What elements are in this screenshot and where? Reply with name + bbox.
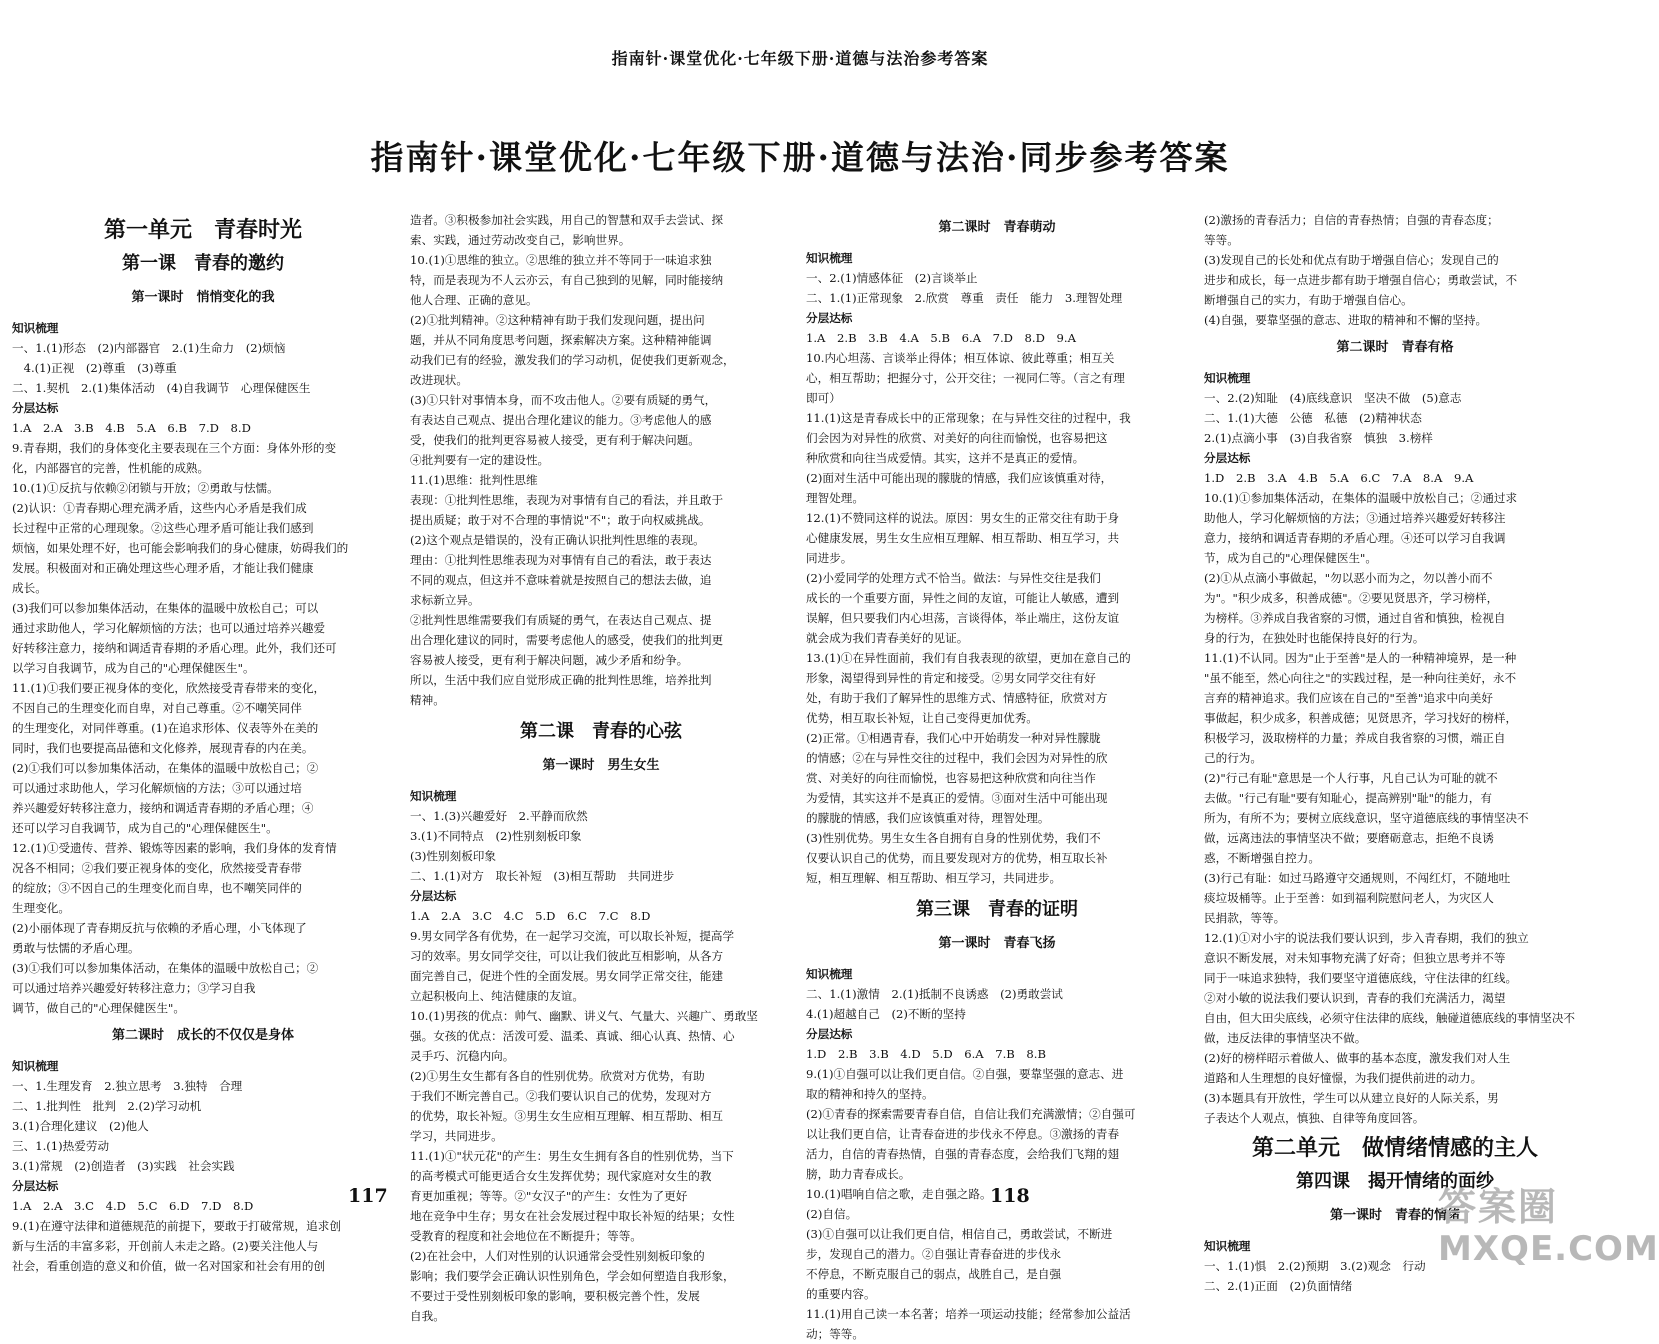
sec-heading: 知识梳理 xyxy=(806,967,853,981)
answer-line: 1.A 2.B 3.B 4.A 5.B 6.A 7.D 8.D 9.A xyxy=(806,331,1076,345)
answer-column-3 xyxy=(806,210,1188,1341)
answer-line: 长过程中正常的心理现象。②这些心理矛盾可能让我们感到 xyxy=(12,521,314,535)
answer-line: 11.(1)思维：批判性思维 xyxy=(410,473,538,487)
page-title: 指南针·课堂优化·七年级下册·道德与法治·同步参考答案 xyxy=(370,138,1230,177)
answer-line: (2)自信。 xyxy=(806,1207,858,1221)
answer-line: 生理变化。 xyxy=(12,901,70,915)
answer-line: 索、实践，通过劳动改变自己，影响世界。 xyxy=(410,233,631,247)
answer-line: 理由：①批判性思维表现为对事情有自己的看法，敢于表达 xyxy=(410,553,712,567)
period-heading: 第一课时 悄悄变化的我 xyxy=(131,290,275,305)
answer-line: 赏、对美好的向往而愉悦，也容易把这种欣赏和向往当作 xyxy=(806,771,1096,785)
answer-line: 同时，我们也要提高品德和文化修养，展现青春的内在美。 xyxy=(12,741,314,755)
answer-line: 10.(1)①参加集体活动，在集体的温暖中放松自己；②通过求 xyxy=(1204,491,1518,505)
answer-line: 断增强自己的实力，有助于增强自信心。 xyxy=(1204,293,1413,307)
answer-line: 动；等等。 xyxy=(806,1327,864,1341)
answer-line: 意识不断发展，对未知事物充满了好奇；但独立思考并不等 xyxy=(1204,951,1506,965)
answer-line: 有表达自己观点、提出合理化建议的能力。③考虑他人的感 xyxy=(410,413,712,427)
answer-line: 的生理变化，对同伴尊重。(1)在追求形体、仪表等外在美的 xyxy=(12,721,319,735)
answer-line: 还可以学习自我调节，成为自己的"心理保健医生"。 xyxy=(12,821,278,835)
answer-line: 去做。"行己有耻"要有知耻心，提高辨别"耻"的能力，有 xyxy=(1204,791,1492,805)
answer-line: 即可） xyxy=(806,391,841,405)
answer-line: 一、1.(3)兴趣爱好 2.平静而欣然 xyxy=(410,809,588,823)
answer-line: 11.(1)①"状元花"的产生：男生女生拥有各自的性别优势，当下 xyxy=(410,1149,734,1163)
answer-line: 处，有助于我们了解异性的思维方式、情感特征，欣赏对方 xyxy=(806,691,1108,705)
answer-line: 不要过于受性别刻板印象的影响，要积极完善个性，发展 xyxy=(410,1289,700,1303)
answer-line: 特，而是表现为不人云亦云，有自己独到的见解，同时能接纳 xyxy=(410,273,724,287)
answer-line: (4)自强，要靠坚强的意志、进取的精神和不懈的坚持。 xyxy=(1204,313,1488,327)
answer-line: 仅要认识自己的优势，而且要发现对方的优势，相互取长补 xyxy=(806,851,1108,865)
sec-heading: 知识梳理 xyxy=(1204,371,1251,385)
answer-line: 膀，助力青春成长。 xyxy=(806,1167,911,1181)
answer-line: (3)性别优势。男生女生各自拥有自身的性别优势，我们不 xyxy=(806,831,1101,845)
answer-line: 表现：①批判性思维，表现为对事情有自己的看法，并且敢于 xyxy=(410,493,724,507)
answer-line: (3)性别刻板印象 xyxy=(410,849,496,863)
answer-line: 道路和人生理想的良好憧憬，为我们提供前进的动力。 xyxy=(1204,1071,1483,1085)
answer-line: 成长的一个重要方面，异性之间的友谊，可能让人敏感，遭到 xyxy=(806,591,1120,605)
answer-line: 况各不相同；②我们要正视身体的变化，欣然接受青春带 xyxy=(12,861,302,875)
answer-line: (2)①从点滴小事做起，"勿以恶小而为之，勿以善小而不 xyxy=(1204,571,1493,585)
sec-heading: 知识梳理 xyxy=(12,321,59,335)
answer-line: 学习，共同进步。 xyxy=(410,1129,503,1143)
answer-line: (2)正常。①相遇青春，我们心中开始萌发一种对异性朦胧 xyxy=(806,731,1101,745)
answer-line: 的绽放；③不因自己的生理变化而自卑，也不嘲笑同伴的 xyxy=(12,881,302,895)
answer-line: 所为，有所不为；要树立底线意识，坚守道德底线的事情坚决不 xyxy=(1204,811,1529,825)
answer-line: 改进现状。 xyxy=(410,373,468,387)
answer-line: 事做起，积少成多，积善成德；见贤思齐，学习找好的榜样， xyxy=(1204,711,1518,725)
sec-heading: 分层达标 xyxy=(1204,451,1251,465)
answer-line: 子表达个人观点，慎独、自律等角度回答。 xyxy=(1204,1111,1425,1125)
sec-heading: 知识梳理 xyxy=(806,251,853,265)
answer-line: 9.青春期，我们的身体变化主要表现在三个方面：身体外形的变 xyxy=(12,441,337,455)
answer-line: 步，发现自己的潜力。②自强让青春奋进的步伐永 xyxy=(806,1247,1062,1261)
answer-line: 的情感；②在与异性交往的过程中，我们会因为对异性的欣 xyxy=(806,751,1108,765)
answer-line: 精神。 xyxy=(410,693,445,707)
answer-line: 9.男女同学各有优势，在一起学习交流，可以取长补短，提高学 xyxy=(410,929,735,943)
answer-line: 可以通过培养兴趣爱好转移注意力；③学习自我 xyxy=(12,981,256,995)
sec-heading: 分层达标 xyxy=(806,1027,853,1041)
answer-line: 化，内部器官的完善，性机能的成熟。 xyxy=(12,461,210,475)
answer-line: 造者。③积极参加社会实践，用自己的智慧和双手去尝试、探 xyxy=(410,213,724,227)
answer-line: 养兴趣爱好转移注意力，接纳和调适青春期的矛盾心理；④ xyxy=(12,801,314,815)
answer-line: 自我。 xyxy=(410,1309,445,1323)
period-heading: 第二课时 成长的不仅仅是身体 xyxy=(111,1028,294,1043)
answer-line: 心，相互帮助；把握分寸，公开交往；一视同仁等。（言之有理 xyxy=(806,371,1125,385)
answer-line: 通过求助他人，学习化解烦恼的方法；也可以通过培养兴趣爱 xyxy=(12,621,326,635)
answer-line: 误解，但只要我们内心坦荡，言谈得体，举止端庄，这份友谊 xyxy=(806,611,1120,625)
answer-line: 形象，渴望得到异性的肯定和接受。②男女同学交往有好 xyxy=(806,671,1096,685)
answer-line: 灵手巧、沉稳内向。 xyxy=(410,1049,515,1063)
answer-line: 12.(1)①对小宇的说法我们要认识到，步入青春期，我们的独立 xyxy=(1204,931,1529,945)
answer-line: 10.内心坦荡、言谈举止得体；相互体谅、彼此尊重；相互关 xyxy=(806,351,1115,365)
answer-column-1 xyxy=(12,210,394,1273)
answer-line: 自由，但大田尖底线，必须守住法律的底线，触碰道德底线的事情坚决不 xyxy=(1204,1011,1576,1025)
answer-line: 二、1.(1)正常现象 2.欣赏 尊重 责任 能力 3.理智处理 xyxy=(806,291,1123,305)
answer-line: 种欣赏和向往当成爱情。其实，这并不是真正的爱情。 xyxy=(806,451,1085,465)
answer-line: (2)小爱同学的处理方式不恰当。做法：与异性交往是我们 xyxy=(806,571,1101,585)
answer-line: 12.(1)①受遗传、营养、锻炼等因素的影响，我们身体的发育情 xyxy=(12,841,337,855)
answer-line: 助他人，学习化解烦恼的方法；③通过培养兴趣爱好转移注 xyxy=(1204,511,1506,525)
answer-line: 影响；我们要学会正确认识性别角色，学会如何塑造自我形象， xyxy=(410,1269,735,1283)
answer-line: 言弃的精神追求。我们应该在自己的"至善"追求中向美好 xyxy=(1204,691,1493,705)
answer-line: (2)认识：①青春期心理充满矛盾，这些内心矛盾是我们成 xyxy=(12,501,307,515)
answer-line: 3.(1)合理化建议 (2)他人 xyxy=(12,1119,149,1133)
answer-line: 同于一味追求独特，我们要坚守道德底线，守住法律的红线。 xyxy=(1204,971,1518,985)
watermark xyxy=(1438,1185,1659,1275)
answer-line: 活力，自信的青春热情，自强的青春态度，会给我们飞翔的翅 xyxy=(806,1147,1120,1161)
answer-line: 以学习自我调节，成为自己的"心理保健医生"。 xyxy=(12,661,255,675)
sec-heading: 分层达标 xyxy=(12,1179,59,1193)
answer-line: 立起积极向上、纯洁健康的友谊。 xyxy=(410,989,584,1003)
period-heading: 第一课时 青春飞扬 xyxy=(938,936,1056,951)
sec-heading: 分层达标 xyxy=(12,401,59,415)
answer-line: 不同的观点，但这并不意味着就是按照自己的想法去做，追 xyxy=(410,573,712,587)
answer-line: 求标新立异。 xyxy=(410,593,480,607)
answer-line: 动我们已有的经验，激发我们的学习动机，促使我们更新观念， xyxy=(410,353,735,367)
answer-line: (2)"行己有耻"意思是一个人行事，凡自己认为可耻的就不 xyxy=(1204,771,1498,785)
answer-line: 受，使我们的批判更容易被人接受，更有利于解决问题。 xyxy=(410,433,700,447)
answer-line: 的朦胧的情感，我们应该慎重对待，理智处理。 xyxy=(806,811,1050,825)
answer-line: 10.(1)男孩的优点：帅气、幽默、讲义气、气量大、兴趣广、勇敢坚 xyxy=(410,1009,758,1023)
watermark-logo: 答案圈 xyxy=(1438,1185,1559,1229)
answer-line: 等等。 xyxy=(1204,233,1239,247)
answer-line: 强。女孩的优点：活泼可爱、温柔、真诚、细心认真、热情、心 xyxy=(410,1029,735,1043)
answer-line: (2)①批判精神。②这种精神有助于我们发现问题，提出问 xyxy=(410,313,705,327)
lesson-heading: 第二课 青春的心弦 xyxy=(520,721,682,742)
unit-heading: 第二单元 做情绪情感的主人 xyxy=(1251,1135,1538,1161)
answer-line: 二、1.(1)大德 公德 私德 (2)精神状态 xyxy=(1204,411,1422,425)
answer-line: (2)①男生女生都有各自的性别优势。欣赏对方优势，有助 xyxy=(410,1069,705,1083)
answer-line: 10.(1)①反抗与依赖②闭锁与开放；②勇敢与怯懦。 xyxy=(12,481,279,495)
answer-column-2 xyxy=(410,210,792,1323)
answer-line: 二、1.(1)激情 2.(1)抵制不良诱惑 (2)勇敢尝试 xyxy=(806,987,1063,1001)
answer-line: 所以，生活中我们应自觉形成正确的批判性思维，培养批判 xyxy=(410,673,712,687)
answer-line: 二、1.批判性 批判 2.(2)学习动机 xyxy=(12,1099,202,1113)
answer-line: 为榜样。③养成自我省察的习惯，通过自省和慎独，检视自 xyxy=(1204,611,1506,625)
answer-line: 1.A 2.A 3.C 4.C 5.D 6.C 7.C 8.D xyxy=(410,909,651,923)
lesson-heading: 第四课 揭开情绪的面纱 xyxy=(1296,1171,1494,1192)
answer-line: (2)这个观点是错误的，没有正确认识批判性思维的表现。 xyxy=(410,533,705,547)
answer-line: 一、2.(2)知耻 (4)底线意识 坚决不做 (5)意志 xyxy=(1204,391,1462,405)
sec-heading: 分层达标 xyxy=(806,311,853,325)
answer-line: 他人合理、正确的意见。 xyxy=(410,293,538,307)
answer-line: 4.(1)超越自己 (2)不断的坚持 xyxy=(806,1007,966,1021)
answer-line: ②对小敏的说法我们要认识到，青春的我们充满活力，渴望 xyxy=(1204,991,1506,1005)
answer-line: (2)①我们可以参加集体活动，在集体的温暖中放松自己；② xyxy=(12,761,319,775)
answer-line: 勇敢与怯懦的矛盾心理。 xyxy=(12,941,140,955)
answer-line: 1.A 2.A 3.C 4.D 5.C 6.D 7.D 8.D xyxy=(12,1199,254,1213)
answer-line: 11.(1)不认同。因为"止于至善"是人的一种精神境界，是一种 xyxy=(1204,651,1517,665)
sec-heading: 分层达标 xyxy=(410,889,457,903)
lesson-heading: 第三课 青春的证明 xyxy=(916,899,1078,920)
answer-line: 2.(1)点滴小事 (3)自我省察 慎独 3.榜样 xyxy=(1204,431,1433,445)
answer-line: 积极学习，汲取榜样的力量；养成自我省察的习惯，端正自 xyxy=(1204,731,1506,745)
answer-line: 1.D 2.B 3.A 4.B 5.A 6.C 7.A 8.A 9.A xyxy=(1204,471,1474,485)
running-header: 指南针·课堂优化·七年级下册·道德与法治参考答案 xyxy=(611,49,989,68)
answer-line: 3.(1)不同特点 (2)性别刻板印象 xyxy=(410,829,582,843)
answer-line: 的高考模式可能更适合女生发挥优势；现代家庭对女生的教 xyxy=(410,1169,712,1183)
answer-line: 新与生活的丰富多彩，开创前人未走之路。(2)要关注他人与 xyxy=(12,1239,319,1253)
answer-line: 二、1.(1)对方 取长补短 (3)相互帮助 共同进步 xyxy=(410,869,675,883)
sec-heading: 知识梳理 xyxy=(12,1059,59,1073)
answer-line: 取的精神和持久的坚持。 xyxy=(806,1087,934,1101)
answer-line: 面完善自己，促进个性的全面发展。男女同学正常交往，能建 xyxy=(410,969,724,983)
answer-line: 育更加重视；等等。②"女汉子"的产生：女性为了更好 xyxy=(410,1189,688,1203)
period-heading: 第一课时 男生女生 xyxy=(542,758,660,773)
answer-line: (3)①只针对事情本身，而不攻击他人。②要有质疑的勇气， xyxy=(410,393,717,407)
answer-line: (2)好的榜样昭示着做人、做事的基本态度，激发我们对人生 xyxy=(1204,1051,1511,1065)
answer-line: 身的行为，在独处时也能保持良好的行为。 xyxy=(1204,631,1425,645)
answer-line: 一、1.(1)形态 (2)内部器官 2.(1)生命力 (2)烦恼 xyxy=(12,341,286,355)
answer-line: 民捐款，等等。 xyxy=(1204,911,1286,925)
answer-line: (3)行己有耻：如过马路遵守交通规则，不闯红灯，不随地吐 xyxy=(1204,871,1511,885)
answer-line: 不因自己的生理变化而自卑，对自己尊重。②不嘲笑同伴 xyxy=(12,701,302,715)
period-heading: 第一课时 青春的情绪 xyxy=(1329,1208,1460,1223)
answer-line: 成长。 xyxy=(12,581,47,595)
answer-line: 做，远离违法的事情坚决不做；要磨砺意志，拒绝不良诱 xyxy=(1204,831,1494,845)
answer-line: 不停息，不断克服自己的弱点，战胜自己，是自强 xyxy=(806,1267,1062,1281)
answer-line: 为爱情，其实这并不是真正的爱情。③面对生活中可能出现 xyxy=(806,791,1108,805)
answer-line: 以让我们更自信，让青春奋进的步伐永不停息。③激扬的青春 xyxy=(806,1127,1120,1141)
answer-line: 12.(1)不赞同这样的说法。原因：男女生的正常交往有助于身 xyxy=(806,511,1120,525)
answer-line: ②批判性思维需要我们有质疑的勇气，在表达自己观点、提 xyxy=(410,613,712,627)
answer-line: 3.(1)常规 (2)创造者 (3)实践 社会实践 xyxy=(12,1159,235,1173)
answer-line: 心健康发展，男生女生应相互理解、相互帮助、相互学习，共 xyxy=(806,531,1120,545)
answer-line: 二、1.契机 2.(1)集体活动 (4)自我调节 心理保健医生 xyxy=(12,381,311,395)
answer-line: 惑，不断增强自控力。 xyxy=(1204,851,1320,865)
answer-line: 节，成为自己的"心理保健医生"。 xyxy=(1204,551,1377,565)
answer-line: 10.(1)①思维的独立。②思维的独立并不等同于一味追求独 xyxy=(410,253,712,267)
answer-line: 社会，看重创造的意义和价值，做一名对国家和社会有用的创 xyxy=(12,1259,326,1273)
answer-line: 10.(1)唱响自信之歌，走自强之路。 xyxy=(806,1187,992,1201)
answer-line: 为"。"积少成多，积善成德"。②要见贤思齐，学习榜样， xyxy=(1204,591,1499,605)
answer-line: 11.(1)用自己读一本名著；培养一项运动技能；经常参加公益活 xyxy=(806,1307,1131,1321)
sec-heading: 知识梳理 xyxy=(410,789,457,803)
watermark-url: MXQE.COM xyxy=(1438,1229,1659,1269)
answer-line: 二、2.(1)正面 (2)负面情绪 xyxy=(1204,1279,1353,1293)
answer-line: 11.(1)这是青春成长中的正常现象；在与异性交往的过程中，我 xyxy=(806,411,1131,425)
answer-line: 提出质疑；敢于对不合理的事情说"不"；敢于向权威挑战。 xyxy=(410,513,711,527)
answer-line: 9.(1)在遵守法律和道德规范的前提下，要敢于打破常规，追求创 xyxy=(12,1219,341,1233)
answer-line: 发展。积极面对和正确处理这些心理矛盾，才能让我们健康 xyxy=(12,561,314,575)
unit-heading: 第一单元 青春时光 xyxy=(103,217,302,243)
answer-line: (3)①自强可以让我们更自信，相信自己，勇敢尝试，不断进 xyxy=(806,1227,1113,1241)
answer-line: 就会成为我们青春美好的见证。 xyxy=(806,631,969,645)
answer-line: 可以通过求助他人，学习化解烦恼的方法；③可以通过培 xyxy=(12,781,302,795)
answer-line: 调节，做自己的"心理保健医生"。 xyxy=(12,1001,185,1015)
answer-line: 优势，相互取长补短，让自己变得更加优秀。 xyxy=(806,711,1038,725)
period-heading: 第二课时 青春萌动 xyxy=(938,220,1056,235)
answer-line: 1.D 2.B 3.B 4.D 5.D 6.A 7.B 8.B xyxy=(806,1047,1046,1061)
answer-line: 一、1.(1)惧 2.(2)预期 3.(2)观念 行动 xyxy=(1204,1259,1426,1273)
answer-line: 地在竞争中生存；男女在社会发展过程中取长补短的结果；女性 xyxy=(410,1209,735,1223)
answer-line: (3)本题具有开放性，学生可以从建立良好的人际关系，男 xyxy=(1204,1091,1499,1105)
answer-line: (2)激扬的青春活力；自信的青春热情；自强的青春态度； xyxy=(1204,213,1499,227)
answer-line: 痰垃圾桶等。止于至善：如到福利院慰问老人，为灾区人 xyxy=(1204,891,1494,905)
answer-line: 一、1.生理发育 2.独立思考 3.独特 合理 xyxy=(12,1079,243,1093)
answer-line: (3)发现自己的长处和优点有助于增强自信心；发现自己的 xyxy=(1204,253,1499,267)
answer-line: (2)小丽体现了青春期反抗与依赖的矛盾心理，小飞体现了 xyxy=(12,921,307,935)
answer-line: 出合理化建议的同时，需要考虑他人的感受，使我们的批判更 xyxy=(410,633,724,647)
answer-line: (3)①我们可以参加集体活动，在集体的温暖中放松自己；② xyxy=(12,961,319,975)
answer-line: 好转移注意力，接纳和调适青春期的矛盾心理。此外，我们还可 xyxy=(12,641,337,655)
answer-line: 容易被人接受，更有利于解决问题，减少矛盾和纷争。 xyxy=(410,653,689,667)
answer-line: (2)在社会中，人们对性别的认识通常会受性别刻板印象的 xyxy=(410,1249,705,1263)
answer-line: 短，相互理解、相互帮助、相互学习，共同进步。 xyxy=(806,871,1062,885)
answer-line: 于我们不断完善自己。②我们要认识自己的优势，发现对方 xyxy=(410,1089,712,1103)
answer-line: 们会因为对异性的欣赏、对美好的向往而愉悦，也容易把这 xyxy=(806,431,1108,445)
answer-line: 进步和成长，每一点进步都有助于增强自信心；勇敢尝试，不 xyxy=(1204,273,1518,287)
answer-line: 题，并从不同角度思考问题，探索解决方案。这种精神能调 xyxy=(410,333,712,347)
answer-line: 习的效率。男女同学交往，可以让我们彼此互相影响，从各方 xyxy=(410,949,724,963)
answer-line: 己的行为。 xyxy=(1204,751,1262,765)
answer-line: 三、1.(1)热爱劳动 xyxy=(12,1139,110,1153)
answer-line: 13.(1)①在异性面前，我们有自我表现的欲望，更加在意自己的 xyxy=(806,651,1131,665)
period-heading: 第二课时 青春有格 xyxy=(1336,340,1454,355)
lesson-heading: 第一课 青春的邀约 xyxy=(122,253,284,274)
answer-line: (2)①青春的探索需要青春自信，自信让我们充满激情；②自强可 xyxy=(806,1107,1136,1121)
answer-line: 理智处理。 xyxy=(806,491,864,505)
answer-line: "虽不能至，然心向往之"的实践过程，是一种向往美好，永不 xyxy=(1204,671,1517,685)
answer-line: 烦恼，如果处理不好，也可能会影响我们的身心健康，妨碍我们的 xyxy=(12,541,349,555)
answer-line: (3)我们可以参加集体活动，在集体的温暖中放松自己；可以 xyxy=(12,601,319,615)
answer-line: 1.A 2.A 3.B 4.B 5.A 6.B 7.D 8.D xyxy=(12,421,251,435)
answer-line: 11.(1)①我们要正视身体的变化，欣然接受青春带来的变化， xyxy=(12,681,326,695)
answer-line: ④批判要有一定的建设性。 xyxy=(410,453,550,467)
answer-line: (2)面对生活中可能出现的朦胧的情感，我们应该慎重对待， xyxy=(806,471,1113,485)
answer-line: 做，违反法律的事情坚决不做。 xyxy=(1204,1031,1367,1045)
answer-line: 4.(1)正视 (2)尊重 (3)尊重 xyxy=(12,361,177,375)
answer-line: 同进步。 xyxy=(806,551,853,565)
page-number-right: 118 xyxy=(990,1185,1030,1207)
answer-line: 的优势，取长补短。③男生女生应相互理解、相互帮助、相互 xyxy=(410,1109,724,1123)
answer-line: 受教育的程度和社会地位在不断提升；等等。 xyxy=(410,1229,642,1243)
answer-line: 9.(1)①自强可以让我们更自信。②自强，要靠坚强的意志、进 xyxy=(806,1067,1124,1081)
answer-line: 一、2.(1)情感体征 (2)言谈举止 xyxy=(806,271,978,285)
answer-line: 的重要内容。 xyxy=(806,1287,876,1301)
sec-heading: 知识梳理 xyxy=(1204,1239,1251,1253)
page-number-left: 117 xyxy=(348,1185,388,1207)
answer-line: 意力，接纳和调适青春期的矛盾心理。④还可以学习自我调 xyxy=(1204,531,1506,545)
answer-column-4 xyxy=(1204,210,1586,1293)
